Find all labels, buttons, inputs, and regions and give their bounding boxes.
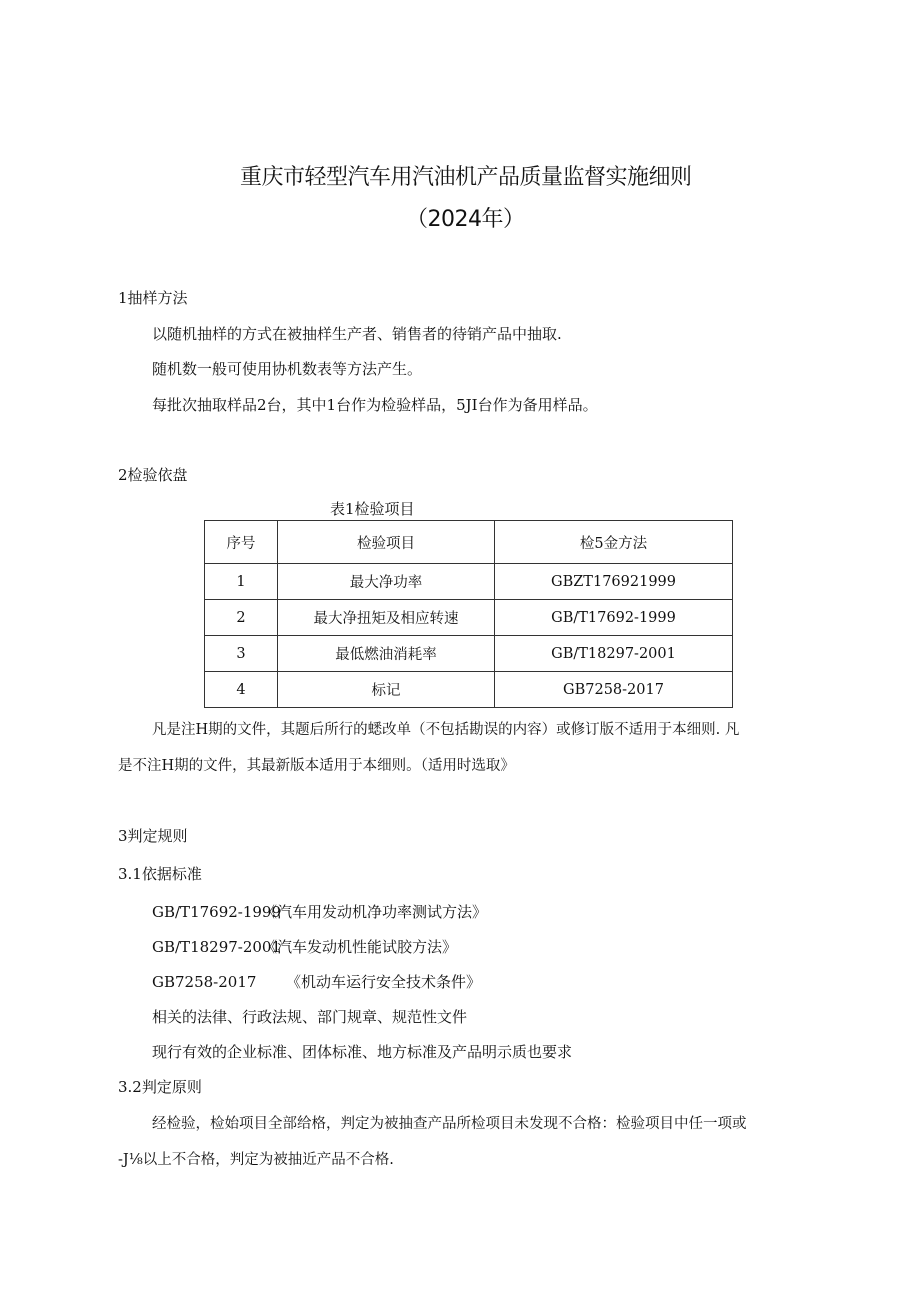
section-1-heading: 1抽样方法 [118, 289, 188, 307]
table-cell: 4 [205, 672, 278, 708]
table-row [205, 672, 733, 708]
subsection-3-1-heading: 3.1依据标准 [118, 865, 202, 883]
paragraph: 现行有效的企业标准、团体标准、地方标准及产品明示质也要求 [152, 1043, 573, 1061]
table-cell: 最低燃油消耗率 [278, 636, 495, 672]
standard-name: 《机动车运行安全技术条件》 [286, 973, 482, 991]
inspection-items-table [204, 520, 733, 708]
table-caption: 表1检验项目 [330, 500, 415, 518]
section-2-heading: 2检验依盘 [118, 466, 188, 484]
table-cell: GB/T18297-2001 [495, 636, 733, 672]
document-subtitle: （2024年） [406, 207, 525, 232]
standard-code: GB/T18297-2001 [152, 938, 282, 956]
paragraph: 相关的法律、行政法规、部门规章、规范性文件 [152, 1008, 468, 1026]
table-cell: 标记 [278, 672, 495, 708]
standard-name: 《汽车用发动机净功率测试方法》 [262, 903, 488, 921]
table-cell: 3 [205, 636, 278, 672]
paragraph: 随机数一般可使用协机数表等方法产生。 [152, 360, 423, 378]
table-cell: 1 [205, 564, 278, 600]
table-row [205, 564, 733, 600]
paragraph: -J⅛以上不合格，判定为被抽近产品不合格. [118, 1152, 394, 1168]
table-cell: 最大净扭矩及相应转速 [278, 600, 495, 636]
subsection-3-2-heading: 3.2判定原则 [118, 1078, 202, 1096]
table-header-cell: 序号 [205, 521, 278, 564]
section-3-heading: 3判定规则 [118, 827, 188, 845]
document-title: 重庆市轻型汽车用汽油机产品质量监督实施细则 [240, 165, 692, 190]
table-header-cell: 检验项目 [278, 521, 495, 564]
paragraph: 经检验，检始项目全部给格，判定为被抽查产品所检项目未发现不合格：检验项目中任一项或 [152, 1116, 747, 1132]
table-row [205, 636, 733, 672]
table-row [205, 600, 733, 636]
standard-code: GB7258-2017 [152, 973, 257, 991]
table-cell: 2 [205, 600, 278, 636]
table-cell: GB7258-2017 [495, 672, 733, 708]
standard-name: 《汽车发动机性能试胶方法》 [262, 938, 458, 956]
paragraph: 以随机抽样的方式在被抽样生产者、销售者的待销产品中抽取. [152, 325, 562, 343]
note-line: 凡是注H期的文件，其题后所行的蟋改单（不包括勘误的内容）或修订版不适用于本细则. 凡 [152, 722, 740, 738]
table-cell: 最大净功率 [278, 564, 495, 600]
standard-code: GB/T17692-1999 [152, 903, 282, 921]
table-cell: GB/T17692-1999 [495, 600, 733, 636]
table-cell: GBZT176921999 [495, 564, 733, 600]
paragraph: 每批次抽取样品2台，其中1台作为检验样品，5JI台作为备用样品。 [152, 396, 598, 414]
note-line: 是不注H期的文件，其最新版本适用于本细则。（适用时选取》 [118, 758, 515, 774]
table-header-row [205, 521, 733, 564]
table-header-cell: 检5金方法 [495, 521, 733, 564]
